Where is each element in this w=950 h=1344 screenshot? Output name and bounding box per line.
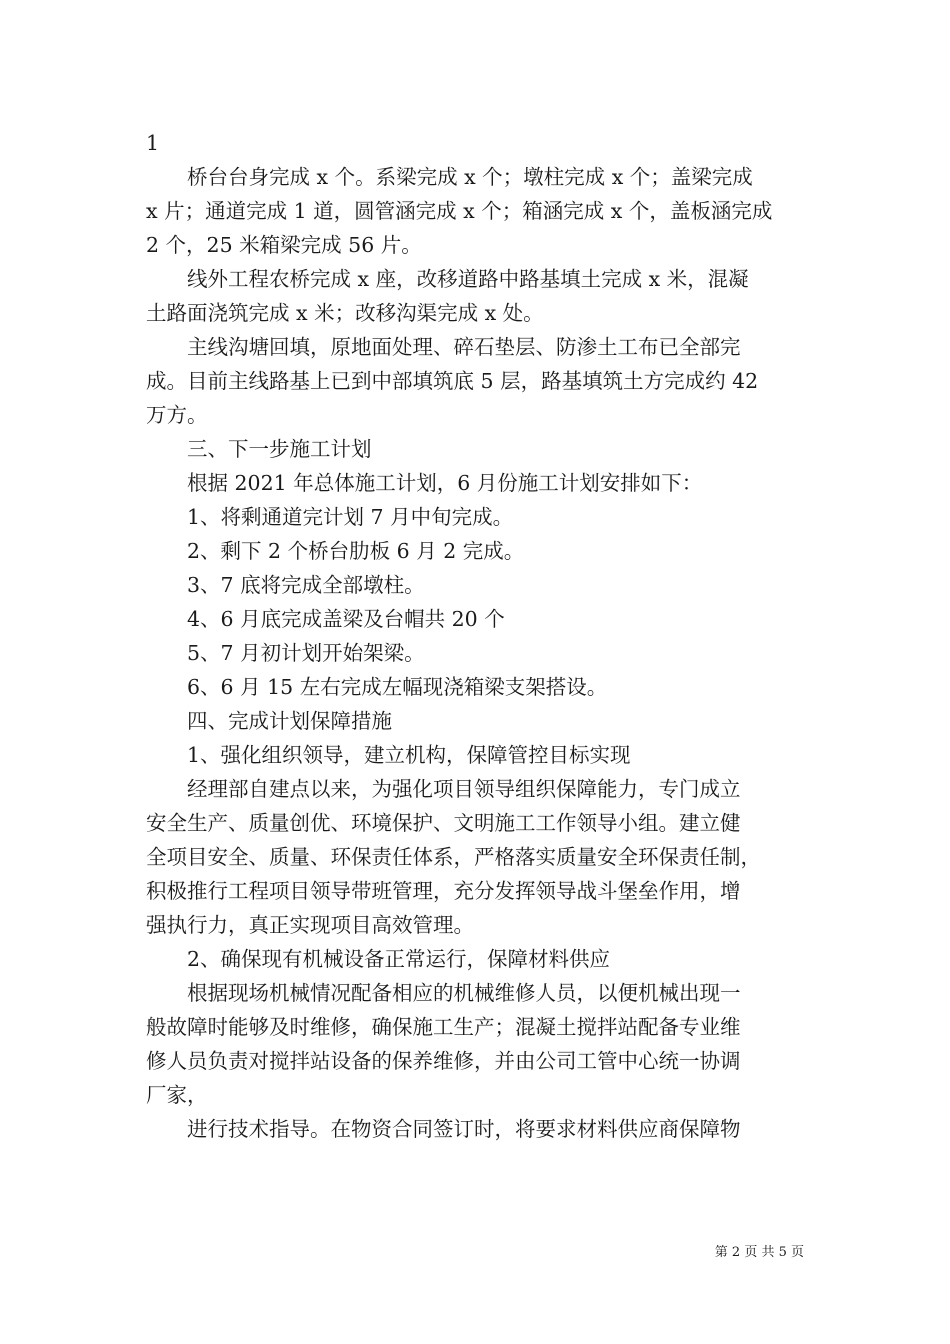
list-item <box>146 568 806 602</box>
text-line: 6、6 月 15 左右完成左幅现浇箱梁支架搭设。 <box>187 675 608 699</box>
text-line: 进行技术指导。在物资合同签订时，将要求材料供应商保障物 <box>187 1117 741 1141</box>
page-number-top: 1 <box>146 131 160 155</box>
text-line: 根据现场机械情况配备相应的机械维修人员，以便机械出现一 <box>187 981 741 1005</box>
text-line: 三、下一步施工计划 <box>187 437 372 461</box>
text-line: x 片；通道完成 1 道，圆管涵完成 x 个；箱涵完成 x 个，盖板涵完成 <box>146 199 773 223</box>
text-line: 桥台台身完成 x 个。系梁完成 x 个；墩柱完成 x 个；盖梁完成 <box>187 165 753 189</box>
list-item <box>146 602 806 636</box>
text-line: 2 个，25 米箱梁完成 56 片。 <box>146 233 422 257</box>
list-item <box>146 500 806 534</box>
paragraph <box>146 772 806 942</box>
text-line: 根据 2021 年总体施工计划，6 月份施工计划安排如下： <box>187 471 703 495</box>
section-heading <box>146 704 806 738</box>
list-item <box>146 670 806 704</box>
text-line: 全项目安全、质量、环保责任体系，严格落实质量安全环保责任制， <box>146 845 761 869</box>
text-line: 2、剩下 2 个桥台肋板 6 月 2 完成。 <box>187 539 525 563</box>
subsection-heading <box>146 738 806 772</box>
page-footer: 第 2 页 共 5 页 <box>714 1245 804 1260</box>
text-line: 四、完成计划保障措施 <box>187 709 392 733</box>
text-line: 土路面浇筑完成 x 米；改移沟渠完成 x 处。 <box>146 301 544 325</box>
paragraph <box>146 466 806 500</box>
text-line: 修人员负责对搅拌站设备的保养维修，并由公司工管中心统一协调 <box>146 1049 741 1073</box>
text-line: 成。目前主线路基上已到中部填筑底 5 层，路基填筑土方完成约 42 <box>146 369 759 393</box>
paragraph <box>146 262 806 330</box>
text-line: 厂家， <box>146 1083 208 1107</box>
list-item <box>146 534 806 568</box>
list-item <box>146 636 806 670</box>
text-line: 4、6 月底完成盖梁及台帽共 20 个 <box>187 607 505 631</box>
text-line: 2、确保现有机械设备正常运行，保障材料供应 <box>187 947 611 971</box>
paragraph <box>146 976 806 1112</box>
text-line: 主线沟塘回填，原地面处理、碎石垫层、防渗土工布已全部完 <box>187 335 741 359</box>
subsection-heading <box>146 942 806 976</box>
text-line: 3、7 底将完成全部墩柱。 <box>187 573 425 597</box>
text-line: 万方。 <box>146 403 208 427</box>
section-heading <box>146 432 806 466</box>
text-line: 积极推行工程项目领导带班管理，充分发挥领导战斗堡垒作用，增 <box>146 879 741 903</box>
paragraph <box>146 1112 806 1146</box>
text-line: 经理部自建点以来，为强化项目领导组织保障能力，专门成立 <box>187 777 741 801</box>
text-line: 般故障时能够及时维修，确保施工生产；混凝土搅拌站配备专业维 <box>146 1015 741 1039</box>
text-line: 1、强化组织领导，建立机构，保障管控目标实现 <box>187 743 631 767</box>
text-line: 强执行力，真正实现项目高效管理。 <box>146 913 474 937</box>
text-line: 安全生产、质量创优、环境保护、文明施工工作领导小组。建立健 <box>146 811 741 835</box>
text-line: 5、7 月初计划开始架梁。 <box>187 641 425 665</box>
text-line: 线外工程农桥完成 x 座，改移道路中路基填土完成 x 米，混凝 <box>187 267 749 291</box>
paragraph <box>146 330 806 432</box>
text-line: 1、将剩通道完计划 7 月中旬完成。 <box>187 505 514 529</box>
paragraph <box>146 160 806 262</box>
document-body <box>146 126 806 1146</box>
